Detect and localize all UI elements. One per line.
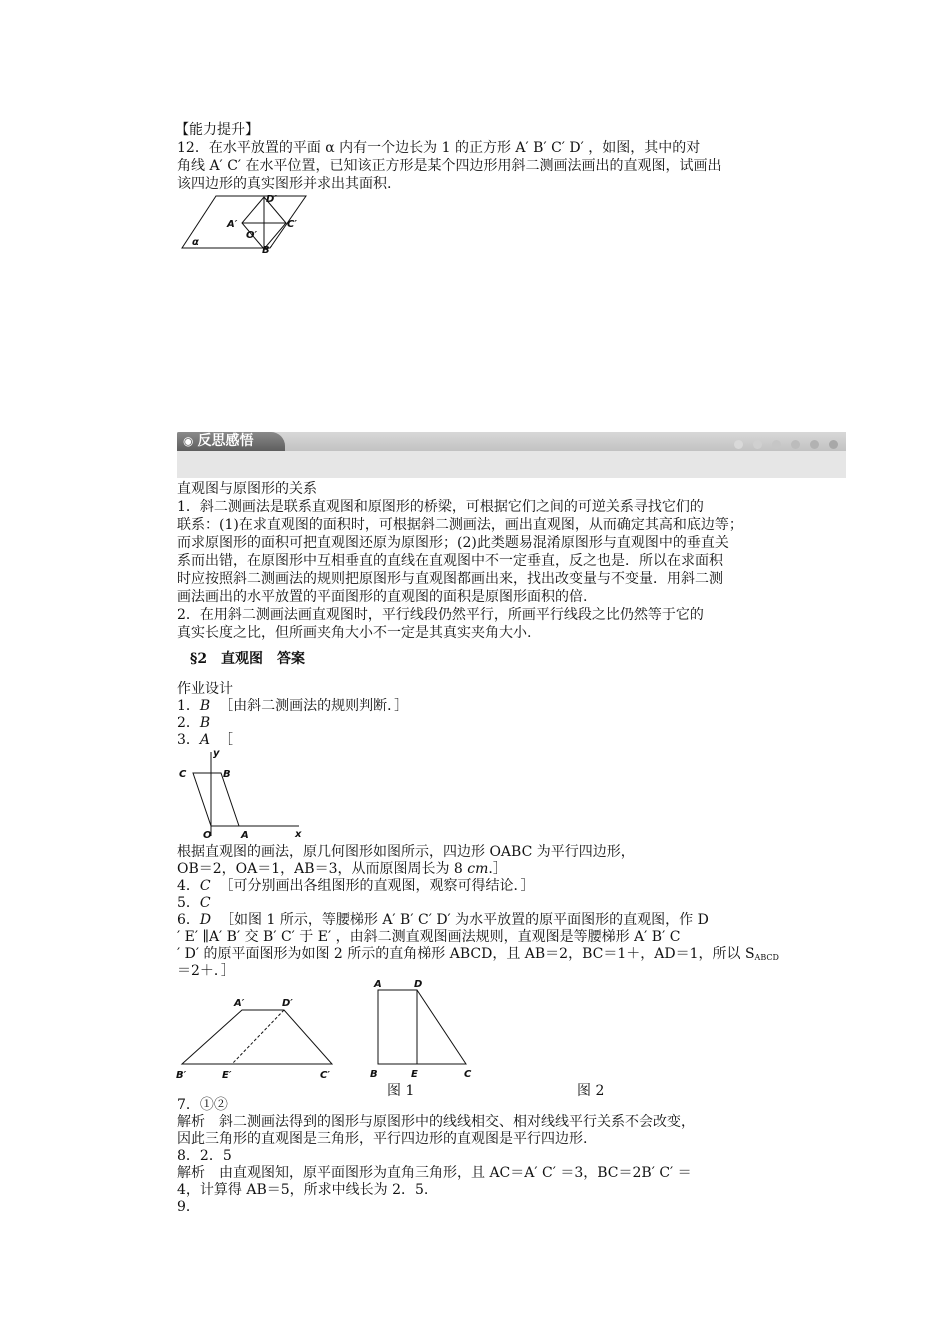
answer-letter: B xyxy=(199,698,211,714)
answer-4 xyxy=(177,878,535,895)
reflection-banner xyxy=(177,432,846,478)
answer-9: 9． xyxy=(177,1199,200,1215)
answer-letter: D xyxy=(199,912,212,928)
banner-tab xyxy=(177,432,285,451)
ability-heading: 【能力提升】 xyxy=(175,122,259,138)
answer-num: 4． xyxy=(177,878,200,894)
answer-num: 3． xyxy=(177,732,200,748)
answer-7-line: 因此三角形的直观图是三角形，平行四边形的直观图是平行四边形. xyxy=(177,1131,588,1147)
answers-subtitle: 作业设计 xyxy=(177,681,233,697)
label-b: B xyxy=(370,1069,378,1080)
answer-3-line xyxy=(177,861,507,878)
label-c: C′ xyxy=(287,219,297,230)
answer-6 xyxy=(177,912,709,929)
label-y: y xyxy=(213,748,220,759)
label-d: D′ xyxy=(266,194,277,205)
answer-5 xyxy=(177,895,211,912)
trapezoid-abcd xyxy=(378,990,466,1064)
reflection-line: 联系：(1)在求直观图的面积时，可根据斜二测画法，画出直观图，从而确定其高和底边等； xyxy=(177,517,743,533)
answer-6-last: ＝2＋．］ xyxy=(177,963,235,979)
answer-text: ［可分别画出各组图形的直观图，观察可得结论．］ xyxy=(219,878,535,894)
dot-icon xyxy=(734,440,743,449)
label-e: E xyxy=(411,1069,418,1080)
label-e-prime: E′ xyxy=(222,1070,232,1081)
dot-icon xyxy=(829,440,838,449)
answer-6-text: ′ D′ 的原平面图形为如图 2 所示的直角梯形 ABCD，且 AB＝2，BC＝1＋，AD＝1，所以 S xyxy=(177,946,755,962)
answer-8-line: 解析 由直观图知，原平面图形为直角三角形，且 AC＝A′ C′ ＝3，BC＝2B′ C′ ＝ xyxy=(177,1165,692,1181)
reflection-heading: 直观图与原图形的关系 xyxy=(177,481,317,497)
answer-letter: C xyxy=(199,878,211,894)
answer-num: 2． xyxy=(177,715,200,731)
answer-3-end: .］ xyxy=(488,861,507,877)
figure-1-caption: 图 1 xyxy=(387,1083,415,1099)
label-alpha: α xyxy=(192,237,199,248)
label-b: B′ xyxy=(262,245,273,254)
dot-icon xyxy=(810,440,819,449)
banner-title: 反思感悟 xyxy=(197,433,254,449)
label-o: O′ xyxy=(246,230,258,241)
reflection-line: 2．在用斜二测画法画直观图时，平行线段仍然平行，所画平行线段之比仍然等于它的 xyxy=(177,607,704,623)
label-d-prime: D′ xyxy=(282,998,293,1009)
problem-12-line-3: 该四边形的真实图形并求出其面积. xyxy=(177,176,392,192)
reflection-line: 画法画出的水平放置的平面图形的直观图的面积是原图形面积的倍. xyxy=(177,589,588,605)
answer-6-line: ′ E′ ∥A′ B′ 交 B′ C′ 于 E′ ，由斜二测直观图画法规则，直观图是等腰梯形 A′ B′ C xyxy=(177,929,681,945)
reflection-line: 1．斜二测画法是联系直观图和原图形的桥梁，可根据它们之间的可逆关系寻找它们的 xyxy=(177,499,704,515)
label-a: A xyxy=(374,979,382,990)
answer-num: 5． xyxy=(177,895,200,911)
reflection-line: 系而出错，在原图形中互相垂直的直线在直观图中不一定垂直，反之也是．所以在求面积 xyxy=(177,553,723,569)
answer-6-subscript: ABCD xyxy=(754,953,779,962)
problem-12-line-2: 角线 A′ C′ 在水平位置，已知该正方形是某个四边形用斜二测画法画出的直观图，试画出 xyxy=(177,158,722,174)
label-d: D xyxy=(414,979,423,990)
reflection-line: 时应按照斜二测画法的规则把原图形与直观图都画出来，找出改变量与不变量．用斜二测 xyxy=(177,571,723,587)
isosceles-trapezoid-figure xyxy=(172,994,340,1082)
figure-2-caption: 图 2 xyxy=(577,1083,605,1099)
label-a: A xyxy=(241,830,249,840)
reflection-line: 而求原图形的面积可把直观图还原为原图形；(2)此类题易混淆原图形与直观图中的垂直关 xyxy=(177,535,729,551)
answer-1 xyxy=(177,698,408,715)
answer-num: 1． xyxy=(177,698,200,714)
label-b-prime: B′ xyxy=(176,1070,187,1081)
answer-letter: B xyxy=(199,715,211,731)
answer-7: 7．①② xyxy=(177,1097,228,1113)
answer-text: ［ xyxy=(218,732,233,748)
reflection-line: 真实长度之比，但所画夹角大小不一定是其真实夹角大小. xyxy=(177,625,532,641)
answer-3-line: 根据直观图的画法，原几何图形如图所示，四边形 OABC 为平行四边形， xyxy=(177,844,635,860)
answer-8: 8．2．5 xyxy=(177,1148,232,1164)
answer-num: 6． xyxy=(177,912,200,928)
label-x: x xyxy=(295,829,302,840)
banner-top-bar xyxy=(177,432,846,451)
right-trapezoid-figure xyxy=(368,976,480,1080)
dot-icon xyxy=(753,440,762,449)
parallelogram-figure xyxy=(175,746,305,840)
answer-text: ［如图 1 所示，等腰梯形 A′ B′ C′ D′ 为水平放置的原平面图形的直观图，作 D xyxy=(220,912,709,928)
answer-letter: C xyxy=(199,895,211,911)
answer-8-line: 4，计算得 AB＝5，所求中线长为 2．5. xyxy=(177,1182,429,1198)
label-b: B xyxy=(223,769,231,780)
parallelogram-oabc xyxy=(193,773,239,826)
answer-text: ［由斜二测画法的规则判断．］ xyxy=(219,698,409,714)
banner-dots xyxy=(724,437,838,453)
dot-icon xyxy=(772,440,781,449)
bullet-icon: ◉ xyxy=(183,434,194,448)
dashed-de xyxy=(232,1010,284,1064)
answer-6-line xyxy=(177,946,779,966)
dot-icon xyxy=(791,440,800,449)
square-intuitive-figure xyxy=(180,192,312,254)
answer-2 xyxy=(177,715,210,732)
answer-3-unit: cm xyxy=(467,861,489,877)
label-c-prime: C′ xyxy=(320,1070,330,1081)
label-a-prime: A′ xyxy=(234,998,245,1009)
label-c: C xyxy=(464,1069,472,1080)
problem-12-line-1: 12．在水平放置的平面 α 内有一个边长为 1 的正方形 A′ B′ C′ D′ ，如图，其中的对 xyxy=(177,140,701,156)
label-a: A′ xyxy=(227,219,238,230)
label-c: C xyxy=(179,769,187,780)
answer-7-line: 解析 斜二测画法得到的图形与原图形中的线线相交、相对线线平行关系不会改变， xyxy=(177,1114,695,1130)
answer-3-text: OB＝2，OA＝1，AB＝3，从而原图周长为 8 xyxy=(177,861,468,877)
answer-letter: A xyxy=(199,732,211,748)
answers-title: §2 直观图 答案 xyxy=(190,651,306,667)
label-o: O xyxy=(203,830,212,840)
trapezoid-abcd-prime xyxy=(182,1010,332,1064)
